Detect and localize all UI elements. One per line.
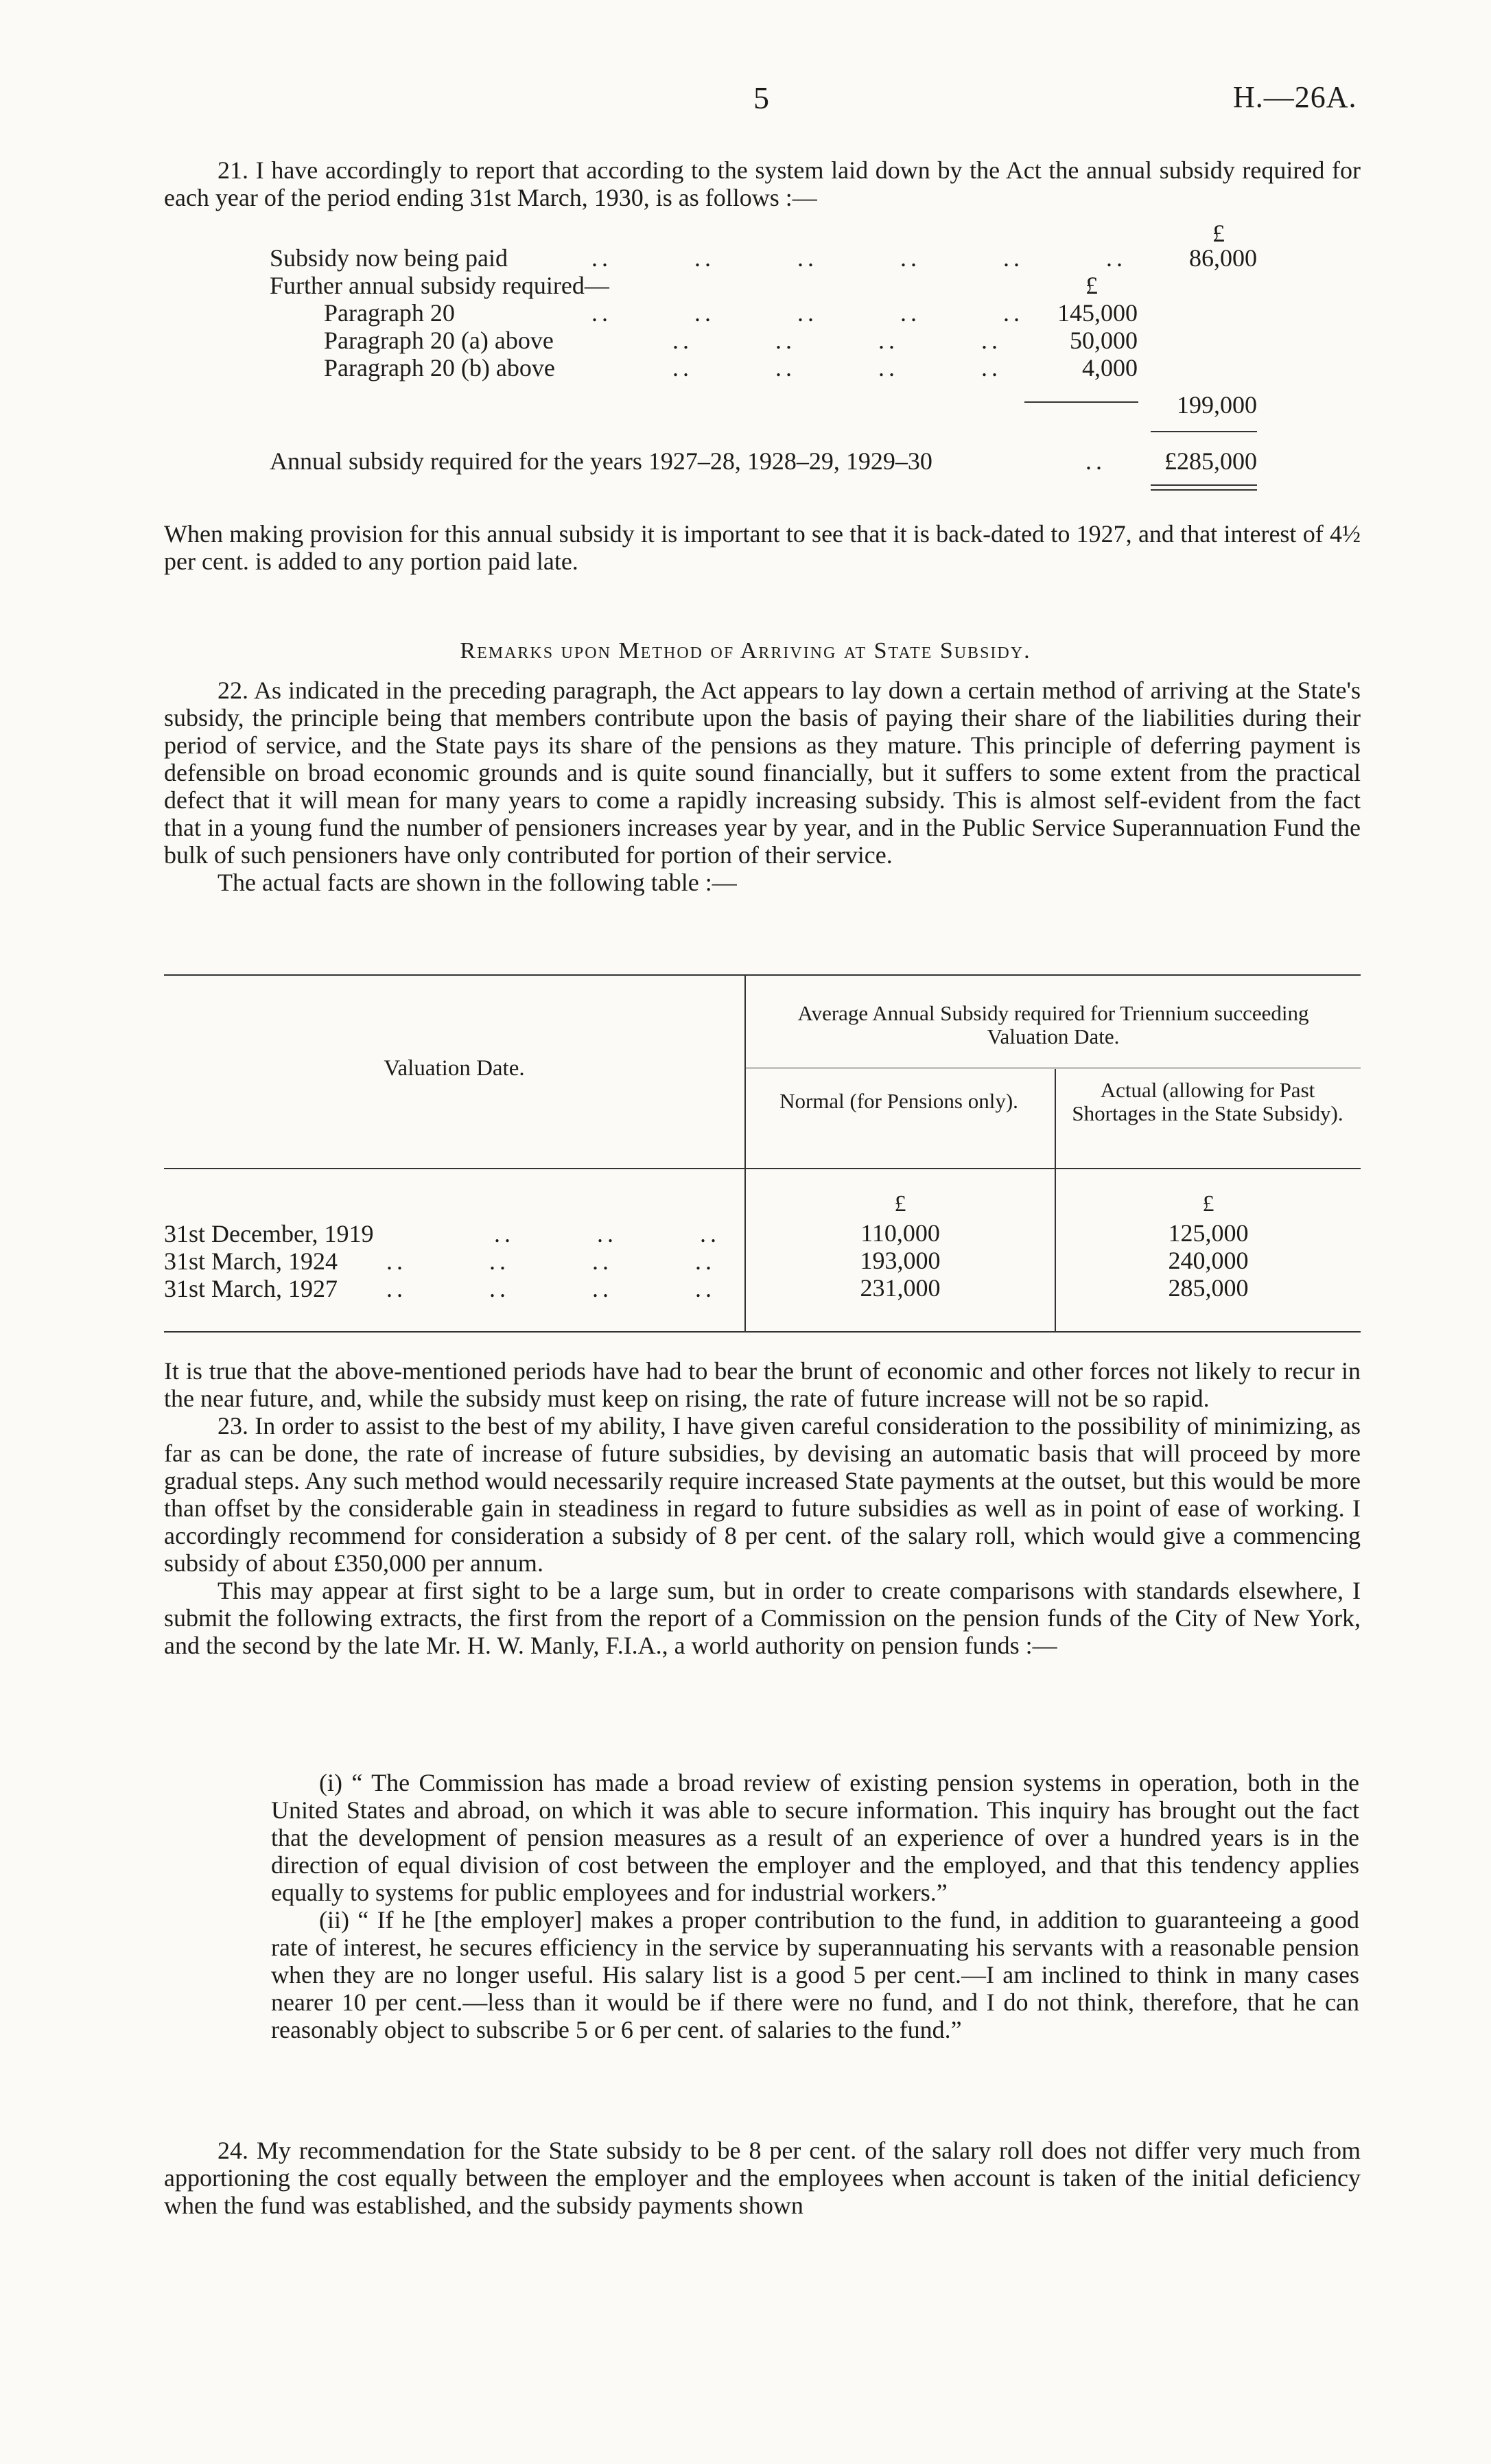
provision-text: When making provision for this annual subsidy it is important to see that it is back-dated to 1927, and that interest of 4½ per cent. is added to any portion paid late. bbox=[164, 520, 1361, 575]
row-date-1: 31st December, 1919 bbox=[164, 1220, 374, 1247]
leader-dots: .. .. .. bbox=[494, 1220, 720, 1247]
paragraph-24-text: 24. My recommendation for the State subsidy to be 8 per cent. of the salary roll does not differ very much from apportioning the cost equally between the employer and the employees when account is taken of the initial deficiency when the fund was established, and the subsidy payments shown bbox=[164, 2137, 1361, 2219]
leader-dots: .. bbox=[1085, 447, 1106, 475]
item-label-2: Paragraph 20 (a) above bbox=[324, 327, 554, 354]
further-subsidy-label: Further annual subsidy required— bbox=[270, 272, 609, 299]
table-top-rule bbox=[164, 974, 1361, 976]
table-bottom-rule bbox=[164, 1331, 1361, 1333]
comparison-text: This may appear at first sight to be a large sum, but in order to create comparisons with standards elsewhere, I submit the following extracts, the first from the report of a Commission on the pension funds of the City of New York, and the second by the late Mr. H. W. Manly, F.I.A., a world authority on pension funds :— bbox=[164, 1577, 1361, 1659]
page-number: 5 bbox=[753, 80, 769, 115]
subsidy-now-value: 86,000 bbox=[1189, 244, 1257, 272]
post-table-section bbox=[164, 1357, 1361, 1659]
row-normal-1: 110,000 bbox=[860, 1219, 940, 1247]
paragraph-24 bbox=[164, 2137, 1361, 2219]
quotation-1: (i) “ The Commission has made a broad review of existing pension systems in operation, both in the United States and abroad, on which it was able to secure information. This inquiry has brought out the fact that the development of pension measures as a result of an experience of over a hundred years is in the direction of equal division of cost between the employer and the employed, and that this tendency applies equally to systems for public employees and for industrial workers.” bbox=[271, 1769, 1359, 1906]
section-heading: Remarks upon Method of Arriving at State Subsidy. bbox=[460, 638, 1031, 664]
annual-subsidy-value: £285,000 bbox=[1164, 447, 1257, 475]
paragraph-21-text: 21. I have accordingly to report that according to the system laid down by the Act the annual subsidy required for each year of the period ending 31st March, 1930, is as follows :— bbox=[164, 156, 1361, 211]
total-rule bbox=[1151, 431, 1257, 432]
col-normal-header: Normal (for Pensions only). bbox=[779, 1089, 1018, 1113]
actual-currency: £ bbox=[1202, 1191, 1214, 1217]
table-header-rule bbox=[164, 1168, 1361, 1169]
quotations bbox=[271, 1769, 1359, 2043]
row-normal-2: 193,000 bbox=[860, 1247, 941, 1274]
quotation-2: (ii) “ If he [the employer] makes a proper contribution to the fund, in addition to guaranteeing a good rate of interest, he secures efficiency in the service by superannuating his servants with a reasonable pension when they are no longer useful. His salary list is a good 5 per cent.—I am inclined to think in many cases nearer 10 per cent.—less than it would be if there were no fund, and I do not think, therefore, that he can reasonably object to subscribe 5 or 6 per cent. of salaries to the fund.” bbox=[271, 1906, 1359, 2043]
paragraph-21-intro bbox=[164, 156, 1361, 211]
subsidy-now-label: Subsidy now being paid bbox=[270, 244, 508, 272]
row-actual-2: 240,000 bbox=[1168, 1247, 1249, 1274]
leader-dots: .. .. .. .. .. .. bbox=[591, 244, 1127, 272]
double-rule-bottom bbox=[1151, 489, 1257, 491]
paragraph-22 bbox=[164, 677, 1361, 896]
leader-dots: .. .. .. .. bbox=[672, 327, 1002, 354]
item-value-1: 145,000 bbox=[1057, 299, 1138, 327]
row-actual-1: 125,000 bbox=[1168, 1219, 1249, 1247]
leader-dots: .. .. .. .. bbox=[386, 1247, 716, 1275]
item-label-1: Paragraph 20 bbox=[324, 299, 455, 327]
double-rule-top bbox=[1151, 484, 1257, 486]
leader-dots: .. .. .. .. bbox=[386, 1275, 716, 1302]
paragraph-23-text: 23. In order to assist to the best of my ability, I have given careful consideration to the possibility of minimizing, as far as can be done, the rate of increase of future subsidies, by devising an automatic basis that will proceed by more gradual steps. Any such method would necessarily require increased State payments at the outset, but this would be more than offset by the considerable gain in steadiness in regard to future subsidies as well as in point of ease of working. I accordingly recommend for consideration a subsidy of 8 per cent. of the salary roll, which would give a commencing subsidy of about £350,000 per annum. bbox=[164, 1412, 1361, 1577]
post-table-text: It is true that the above-mentioned periods have had to bear the brunt of economic and other forces not likely to recur in the near future, and, while the subsidy must keep on rising, the rate of future increase will not be so rapid. bbox=[164, 1357, 1361, 1412]
currency-symbol-inner: £ bbox=[1085, 272, 1098, 299]
further-total-value: 199,000 bbox=[1177, 391, 1257, 419]
row-date-3: 31st March, 1927 bbox=[164, 1275, 338, 1302]
document-reference: H.—26A. bbox=[1233, 80, 1357, 114]
row-date-2: 31st March, 1924 bbox=[164, 1247, 338, 1275]
annual-subsidy-label: Annual subsidy required for the years 1927–28, 1928–29, 1929–30 bbox=[270, 447, 932, 475]
normal-currency: £ bbox=[894, 1191, 906, 1217]
currency-symbol-outer: £ bbox=[1212, 220, 1225, 247]
item-label-3: Paragraph 20 (b) above bbox=[324, 354, 555, 382]
leader-dots: .. .. .. .. .. bbox=[591, 299, 1024, 327]
col-group-header: Average Annual Subsidy required for Triennium succeeding Valuation Date. bbox=[797, 1001, 1309, 1048]
row-actual-3: 285,000 bbox=[1168, 1274, 1249, 1302]
item-value-2: 50,000 bbox=[1070, 327, 1138, 354]
item-value-3: 4,000 bbox=[1082, 354, 1138, 382]
col-actual-header: Actual (allowing for Past Shortages in the State Subsidy). bbox=[1072, 1078, 1343, 1125]
col-valuation-header: Valuation Date. bbox=[384, 1056, 525, 1081]
paragraph-22-text: 22. As indicated in the preceding paragraph, the Act appears to lay down a certain method of arriving at the State's subsidy, the principle being that members contribute upon the basis of paying their share of the liabilities during their period of service, and the State pays its share of the pensions as they mature. This principle of deferring payment is defensible on broad economic grounds and is quite sound financially, but it suffers to some extent from the practical defect that it will mean for many years to come a rapidly increasing subsidy. This is almost self-evident from the fact that in a young fund the number of pensioners increases year by year, and in the Public Service Superannuation Fund the bulk of such pensioners have only contributed for portion of their service. bbox=[164, 677, 1361, 869]
provision-paragraph bbox=[164, 520, 1361, 575]
row-normal-3: 231,000 bbox=[860, 1274, 941, 1302]
leader-dots: .. .. .. .. bbox=[672, 354, 1002, 382]
table-intro-text: The actual facts are shown in the following table :— bbox=[218, 869, 737, 896]
